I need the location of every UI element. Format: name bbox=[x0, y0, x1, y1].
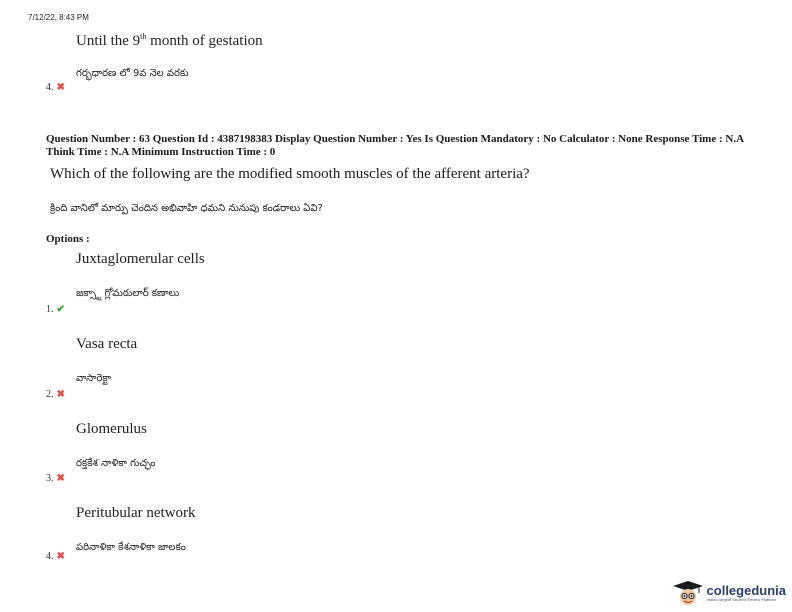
question-meta: Question Number : 63 Question Id : 4387198383 Display Question Number : Yes Is Question Mandatory : No Calculator : None Response Time : N.A Think Time : N.A Minimum Instruction Time : 0 bbox=[46, 133, 744, 158]
cross-icon: ✖ bbox=[56, 473, 65, 484]
options-label: Options : bbox=[46, 233, 90, 245]
option-2-text: Vasa recta bbox=[76, 336, 138, 352]
option-4-number: 4. ✖ bbox=[46, 551, 65, 562]
check-icon: ✔ bbox=[56, 304, 65, 315]
brand-name: collegedunia bbox=[706, 583, 786, 598]
option-2-number: 2. ✖ bbox=[46, 389, 65, 400]
option-3-telugu: రక్తకేశ నాళికా గుచ్ఛం bbox=[76, 458, 156, 469]
cross-icon: ✖ bbox=[56, 82, 65, 93]
option-4-text: Peritubular network bbox=[76, 505, 196, 521]
brand-tagline: India's largest Student Review Platform bbox=[706, 597, 777, 602]
cross-icon: ✖ bbox=[56, 389, 65, 400]
option-1-telugu: జక్స్టా గ్లోమరులార్ కణాలు bbox=[76, 288, 180, 299]
prev-option-text: Until the 9th month of gestation bbox=[76, 32, 263, 49]
collegedunia-logo[interactable] bbox=[672, 580, 786, 606]
option-1-text: Juxtaglomerular cells bbox=[76, 251, 205, 267]
prev-option-telugu: గర్భధారణ లో 9వ నెల వరకు bbox=[76, 68, 189, 79]
option-3-number: 3. ✖ bbox=[46, 473, 65, 484]
prev-option-number: 4. ✖ bbox=[46, 82, 65, 93]
timestamp: 7/12/22, 8:43 PM bbox=[28, 13, 89, 22]
cross-icon: ✖ bbox=[56, 551, 65, 562]
option-2-telugu: వాసారెక్టా bbox=[76, 373, 112, 384]
question-text-telugu: క్రింది వానిలో మార్పు చెందిన అభివాహి ధమని నునుపు కండరాలు ఏవి? bbox=[50, 203, 323, 214]
option-4-telugu: పరినాళికా కేశనాళికా జాలకం bbox=[76, 542, 186, 553]
mascot-icon bbox=[672, 580, 704, 606]
option-3-text: Glomerulus bbox=[76, 421, 147, 437]
question-text: Which of the following are the modified smooth muscles of the afferent arteria? bbox=[50, 166, 530, 182]
option-1-number: 1. ✔ bbox=[46, 304, 65, 315]
